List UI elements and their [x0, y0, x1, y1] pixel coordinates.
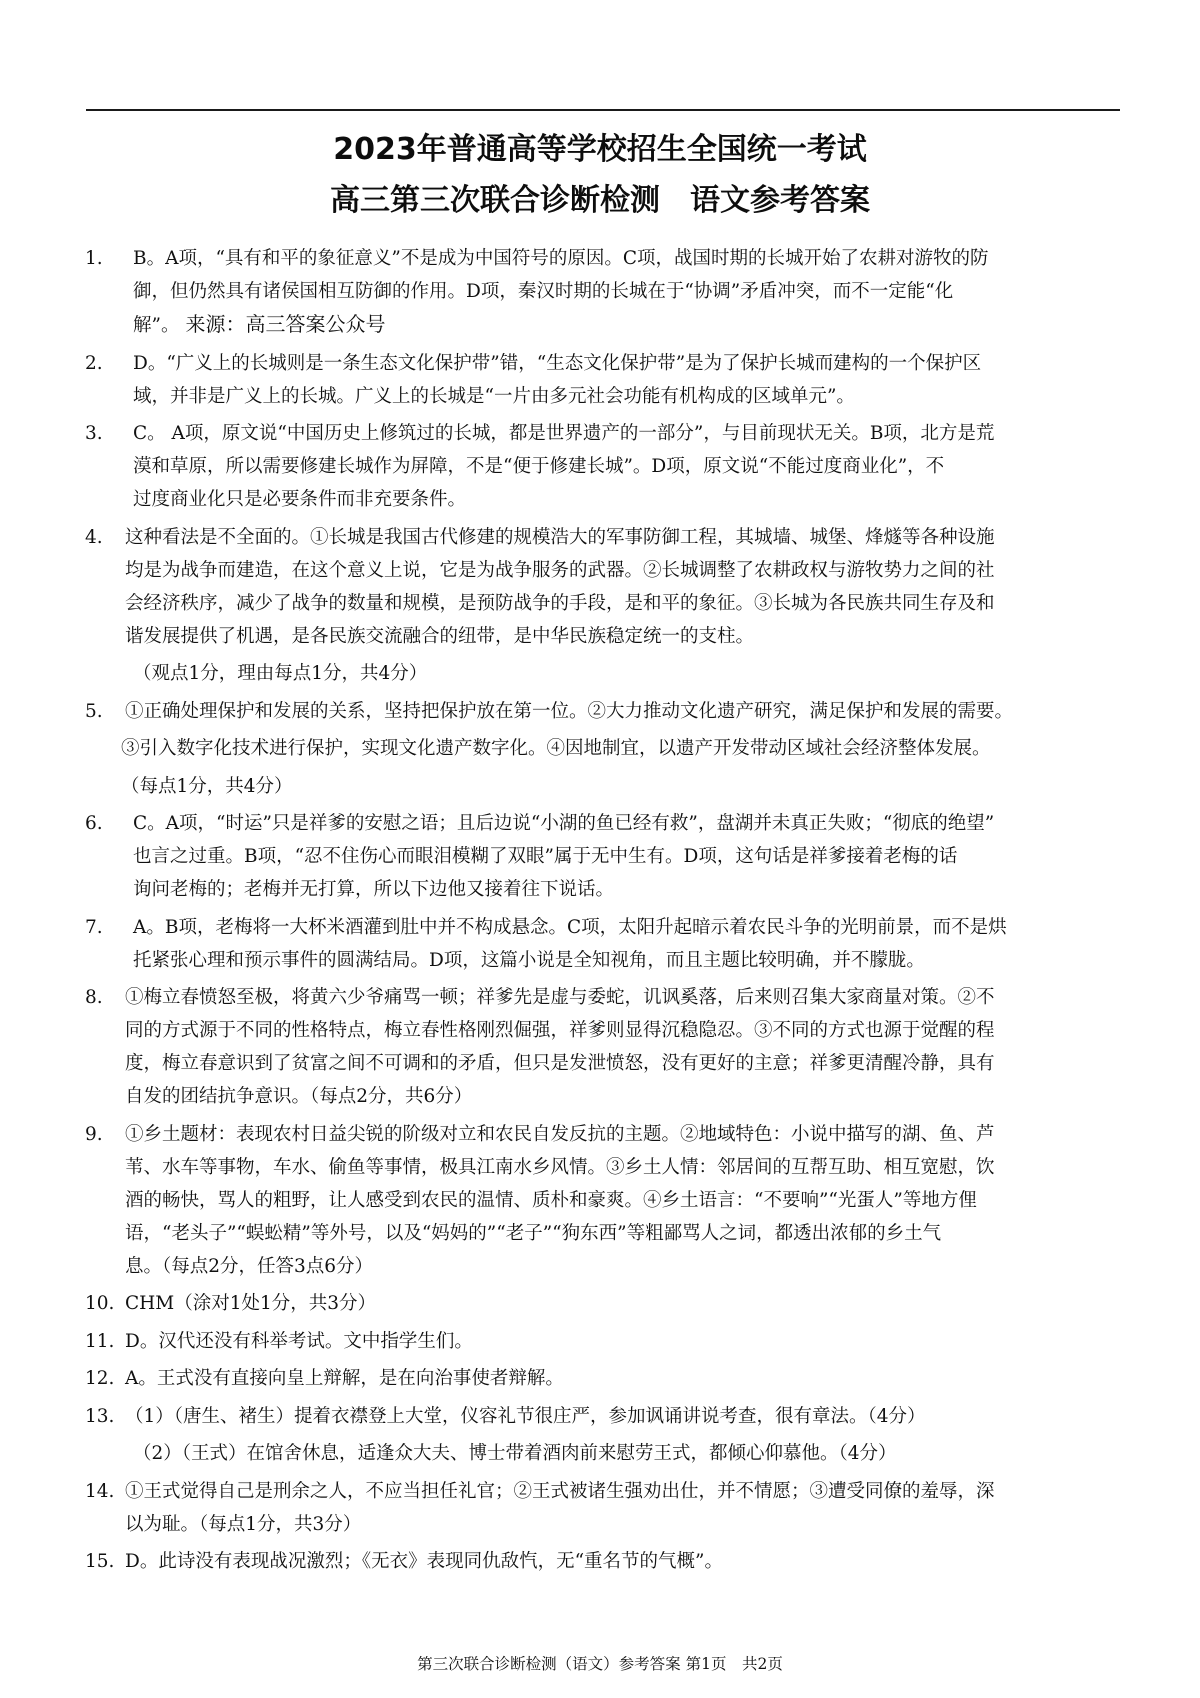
- answer-item-3: 3. C。 A项，原文说“中国历史上修筑过的长城，都是世界遗产的一部分”，与目前现状无关。B项，北方是荒 漠和草原，所以需要修建长城作为屏障，不是“便于修建长城”。D项，原文说“不能过度商业化”，不 过度商业化只是必要条件而非充要条件。: [85, 417, 1125, 516]
- question-number: 6.: [85, 813, 103, 834]
- question-number: 13.: [85, 1405, 115, 1427]
- question-number: 9.: [85, 1123, 103, 1145]
- score-note: （观点1分，理由每点1分，共4分）: [133, 663, 428, 684]
- source-watermark-text: 来源：高三答案公众号: [185, 312, 386, 336]
- exam-title: 2023年普通高等学校招生全国统一考试: [333, 132, 867, 167]
- answer-item-15: 15. D。此诗没有表现战况激烈；《无衣》表现同仇敌忾，无“重名节的气概”。: [85, 1545, 1125, 1578]
- answer-item-7: 7. A。B项，老梅将一大杯米酒灌到肚中并不构成悬念。C项，太阳升起暗示着农民斗争的光明前景，而不是烘 托紧张心理和预示事件的圆满结局。D项，这篇小说是全知视角，而且主题比较明确，并不朦胧。: [85, 911, 1125, 977]
- score-note: （每点1分，共4分）: [121, 775, 293, 797]
- answer-item-6: 6. C。A项，“时运”只是祥爹的安慰之语；且后边说“小湖的鱼已经有救”，盘湖并未真正失败；“彻底的绝望” 也言之过重。B项，“忍不住伤心而眼泪模糊了双眼”属于无中生有。D项，这句话是祥爹接着老梅的话 询问老梅的；老梅并无打算，所以下边他又接着往下说话。: [85, 807, 1125, 906]
- question-number: 12.: [85, 1368, 115, 1389]
- answer-list: [85, 242, 1125, 1583]
- answer-item-11: 11. D。汉代还没有科举考试。文中指学生们。: [85, 1325, 1125, 1358]
- question-number: 2.: [85, 352, 103, 374]
- answer-item-12: 12. A。王式没有直接向皇上辩解，是在向治事使者辩解。: [85, 1362, 1125, 1395]
- answer-item-1: 1. B。A项，“具有和平的象征意义”不是成为中国符号的原因。C项，战国时期的长城开始了农耕对游牧的防 御，但仍然具有诸侯国相互防御的作用。D项，秦汉时期的长城在于“协调”矛盾冲突，而不一定能“化 解”。 来源：高三答案公众号: [85, 242, 1125, 342]
- answer-key-title: 高三第三次联合诊断检测 语文参考答案: [330, 183, 870, 218]
- page-footer: 第三次联合诊断检测（语文）参考答案 第1页 共2页: [417, 1655, 783, 1673]
- question-number: 14.: [85, 1480, 115, 1502]
- question-number: 5.: [85, 700, 103, 722]
- header-rule: [86, 109, 1120, 111]
- answer-item-9: 9. ①乡土题材：表现农村日益尖锐的阶级对立和农民自发反抗的主题。②地域特色：小说中描写的湖、鱼、芦 苇、水车等事物，车水、偷鱼等事情，极具江南水乡风情。③乡土人情：邻居间的互帮互助、相互宽慰，饮 酒的畅快，骂人的粗野，让人感受到农民的温情、质朴和豪爽。④乡土语言：“不要响”“光蛋人”等地方俚 语，“老头子”“蜈蚣精”等外号，以及“妈妈的”“老子”“狗东西”等粗鄙骂人之词，都透出浓郁的乡土气 息。（每点2分，任答3点6分）: [85, 1118, 1125, 1283]
- question-number: 10.: [85, 1293, 115, 1314]
- answer-item-4: 4. 这种看法是不全面的。①长城是我国古代修建的规模浩大的军事防御工程，其城墙、城堡、烽燧等各种设施 均是为战争而建造，在这个意义上说，它是为战争服务的武器。②长城调整了农耕政权与游牧势力之间的社 会经济秩序，减少了战争的数量和规模，是预防战争的手段，是和平的象征。③长城为各民族共同生存及和 谐发展提供了机遇，是各民族交流融合的纽带，是中华民族稳定统一的支柱。: [85, 521, 1125, 653]
- answer-item-13: 13. （1）（唐生、褚生）提着衣襟登上大堂，仪容礼节很庄严，参加讽诵讲说考查，很有章法。（4分）: [85, 1400, 1125, 1433]
- answer-item-10: 10. CHM（涂对1处1分，共3分）: [85, 1287, 1125, 1320]
- question-number: 15.: [85, 1551, 115, 1572]
- question-number: 7.: [85, 916, 103, 938]
- answer-item-2: 2. D。“广义上的长城则是一条生态文化保护带”错，“生态文化保护带”是为了保护长城而建构的一个保护区 域，并非是广义上的长城。广义上的长城是“一片由多元社会功能有机构成的区域单元”。: [85, 347, 1125, 413]
- question-number: 4.: [85, 526, 103, 548]
- question-number: 8.: [85, 987, 103, 1008]
- answer-line: ③引入数字化技术进行保护，实现文化遗产数字化。④因地制宜，以遗产开发带动区域社会经济整体发展。: [121, 738, 991, 759]
- answer-item-5: 5. ①正确处理保护和发展的关系，坚持把保护放在第一位。②大力推动文化遗产研究，满足保护和发展的需要。: [85, 695, 1125, 728]
- question-number: 11.: [85, 1330, 115, 1352]
- question-number: 3.: [85, 423, 103, 444]
- answer-subline: （2）（王式）在馆舍休息，适逢众大夫、博士带着酒肉前来慰劳王式，都倾心仰慕他。（4分）: [133, 1443, 897, 1464]
- question-number: 1.: [85, 248, 103, 269]
- answer-item-8: 8. ①梅立春愤怒至极，将黄六少爷痛骂一顿；祥爹先是虚与委蛇，讥讽奚落，后来则召集大家商量对策。②不 同的方式源于不同的性格特点，梅立春性格刚烈倔强，祥爹则显得沉稳隐忍。③不同的方式也源于觉醒的程 度，梅立春意识到了贫富之间不可调和的矛盾，但只是发泄愤怒，没有更好的主意；祥爹更清醒冷静，具有 自发的团结抗争意识。（每点2分，共6分）: [85, 981, 1125, 1113]
- answer-item-14: 14. ①王式觉得自己是刑余之人，不应当担任礼官；②王式被诸生强劝出仕，并不情愿；③遭受同僚的羞辱，深 以为耻。（每点1分，共3分）: [85, 1475, 1125, 1541]
